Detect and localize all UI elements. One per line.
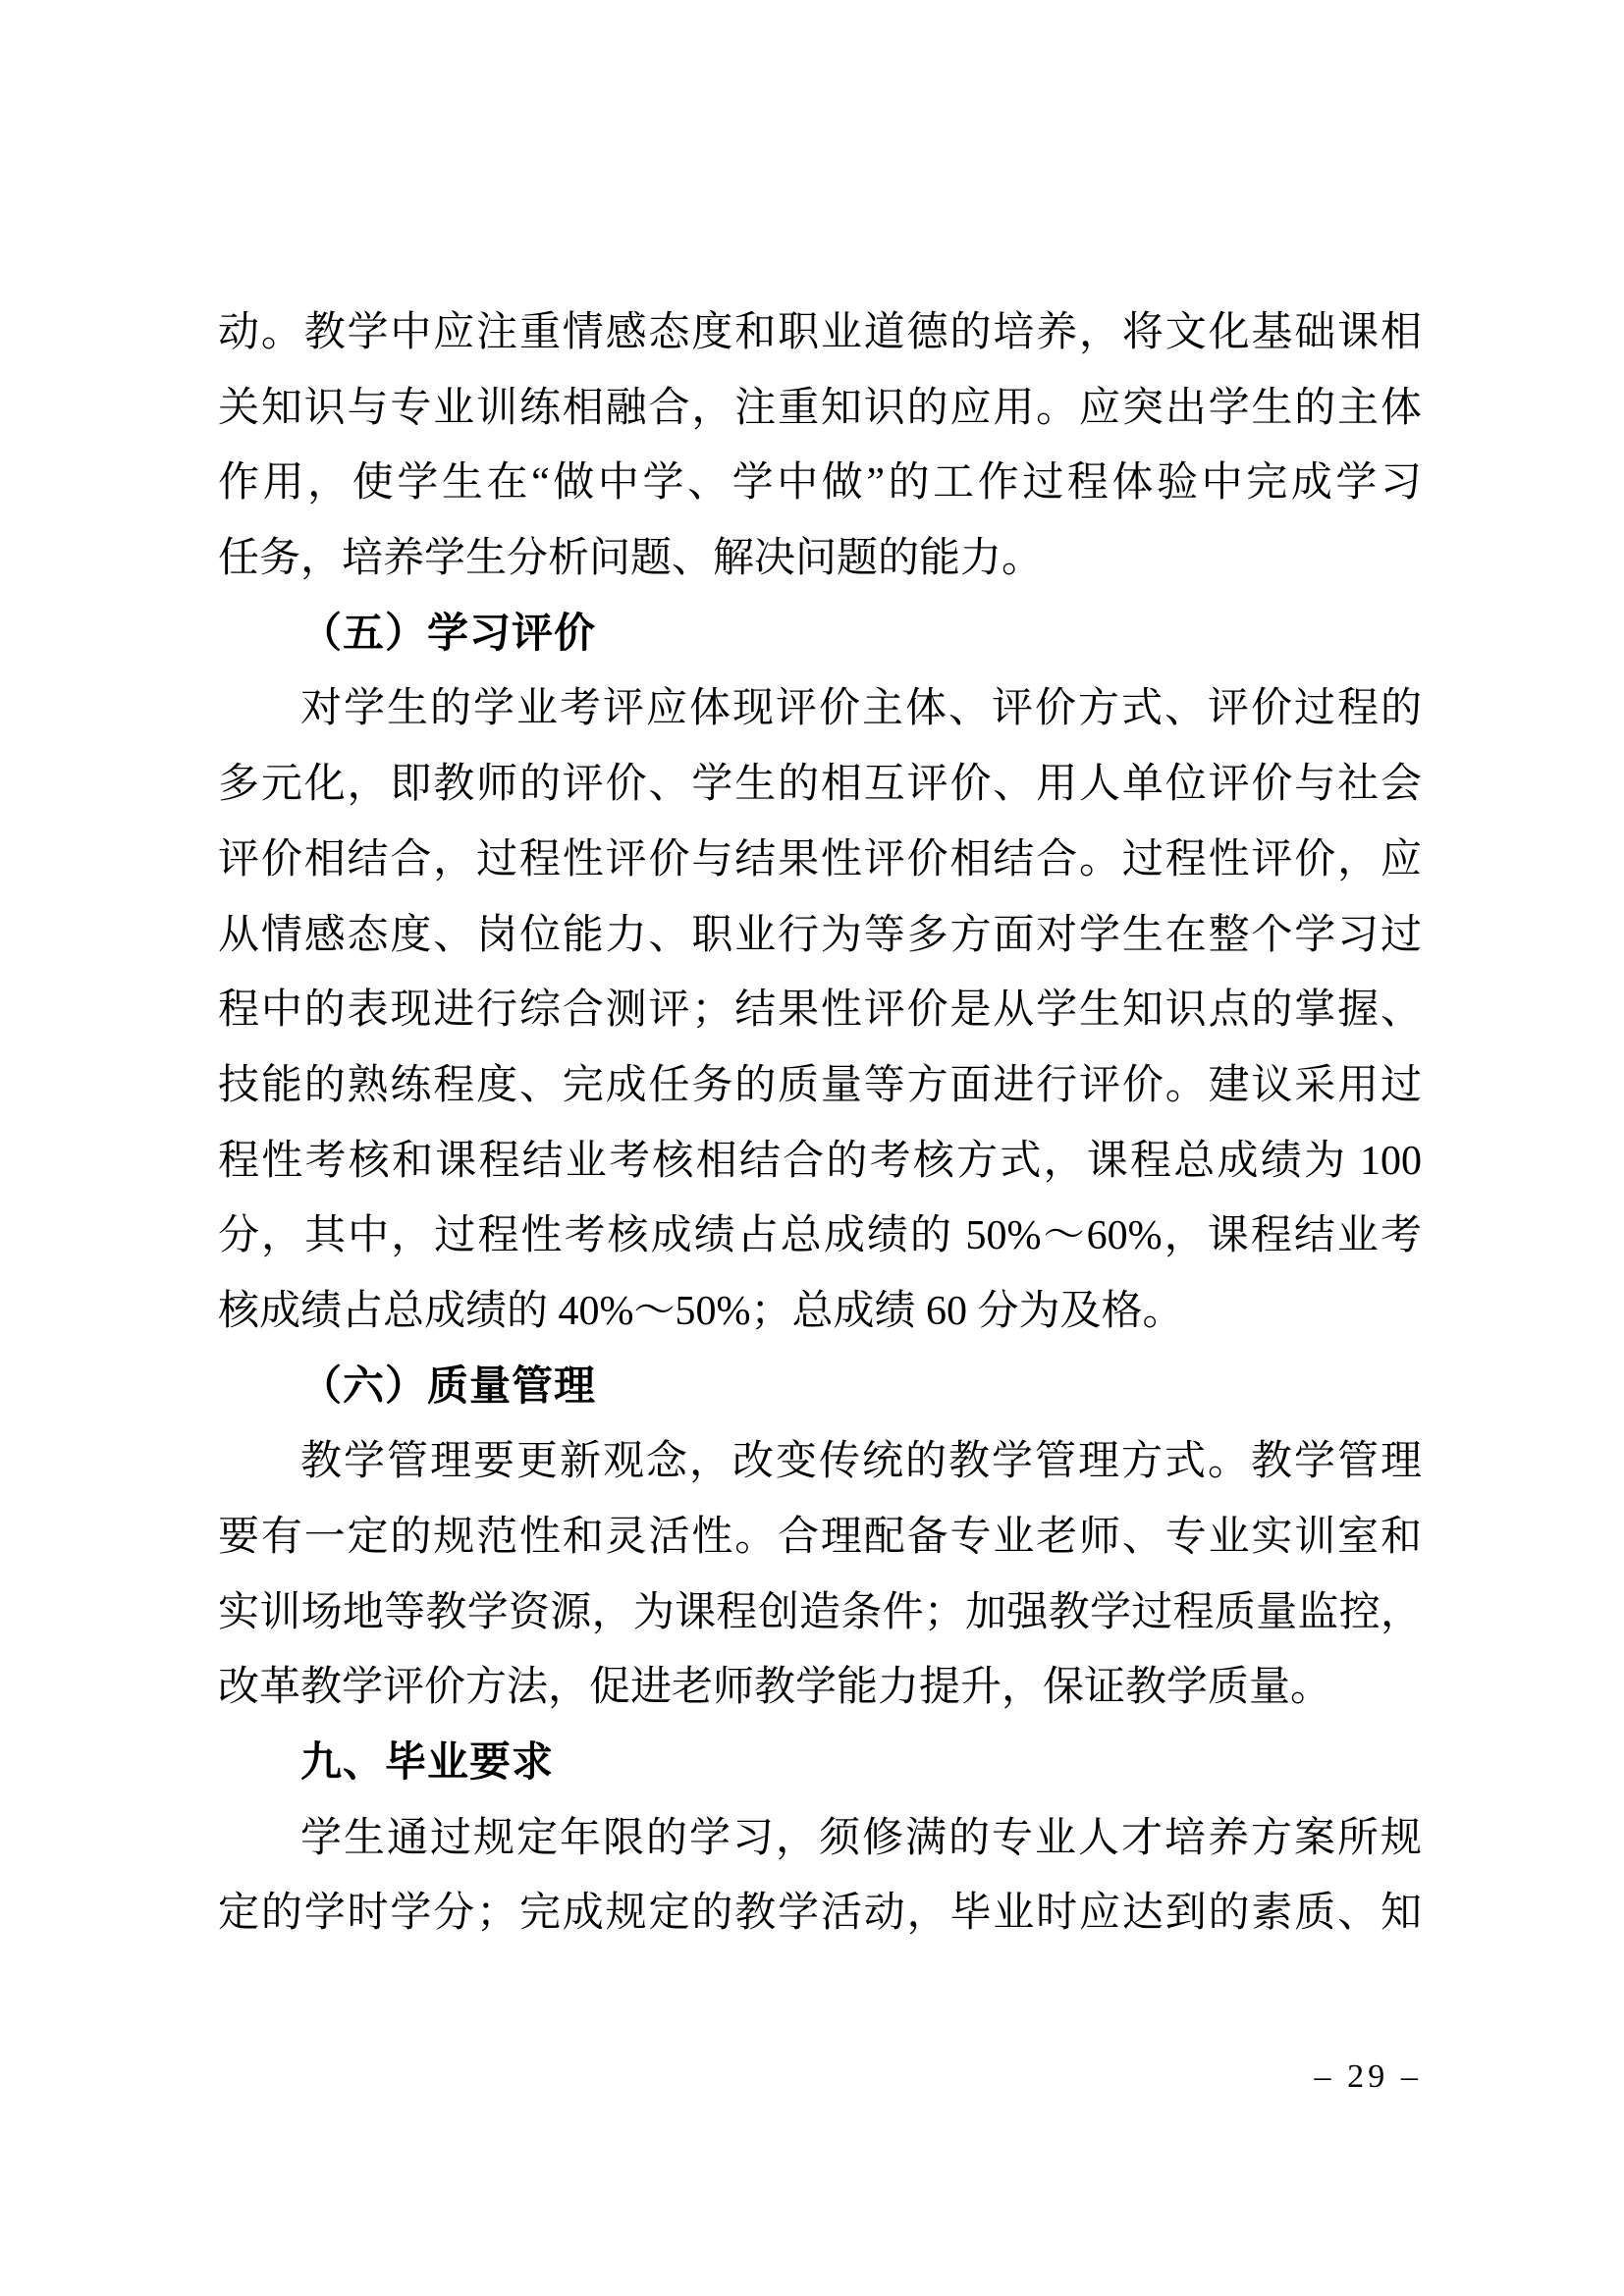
- section-heading: 九、毕业要求: [300, 1740, 555, 1787]
- section-heading: （五）学习评价: [300, 611, 597, 657]
- document-body: [218, 295, 1422, 1951]
- text-line: 程性考核和课程结业考核相结合的考核方式，课程总成绩为 100: [218, 1138, 1422, 1184]
- text-line: 关知识与专业训练相融合，注重知识的应用。应突出学生的主体: [218, 385, 1422, 431]
- text-line: 改革教学评价方法，促进老师教学能力提升，保证教学质量。: [218, 1665, 1332, 1711]
- text-line: 教学管理要更新观念，改变传统的教学管理方式。教学管理: [300, 1439, 1422, 1485]
- text-line: 程中的表现进行综合测评；结果性评价是从学生知识点的掌握、: [218, 988, 1422, 1034]
- text-line: 评价相结合，过程性评价与结果性评价相结合。过程性评价，应: [218, 836, 1422, 882]
- text-line: 技能的熟练程度、完成任务的质量等方面进行评价。建议采用过: [218, 1062, 1422, 1108]
- text-line: 多元化，即教师的评价、学生的相互评价、用人单位评价与社会: [218, 762, 1422, 808]
- text-line: 定的学时学分；完成规定的教学活动，毕业时应达到的素质、知: [218, 1891, 1422, 1937]
- text-line: 动。教学中应注重情感态度和职业道德的培养，将文化基础课相: [218, 310, 1422, 355]
- text-line: 核成绩占总成绩的 40%～50%；总成绩 60 分为及格。: [218, 1288, 1184, 1334]
- text-line: 作用，使学生在“做中学、学中做”的工作过程体验中完成学习: [218, 460, 1422, 507]
- page-number: – 29 –: [1314, 2058, 1422, 2095]
- section-heading: （六）质量管理: [300, 1363, 597, 1410]
- text-line: 任务，培养学生分析问题、解决问题的能力。: [218, 536, 1044, 582]
- text-line: 学生通过规定年限的学习，须修满的专业人才培养方案所规: [300, 1815, 1422, 1861]
- text-line: 实训场地等教学资源，为课程创造条件；加强教学过程质量监控，: [218, 1589, 1422, 1635]
- text-line: 要有一定的规范性和灵活性。合理配备专业老师、专业实训室和: [218, 1515, 1422, 1560]
- text-line: 对学生的学业考评应体现评价主体、评价方式、评价过程的: [300, 686, 1422, 732]
- text-line: 分，其中，过程性考核成绩占总成绩的 50%～60%，课程结业考: [218, 1213, 1422, 1259]
- text-line: 从情感态度、岗位能力、职业行为等多方面对学生在整个学习过: [218, 912, 1422, 958]
